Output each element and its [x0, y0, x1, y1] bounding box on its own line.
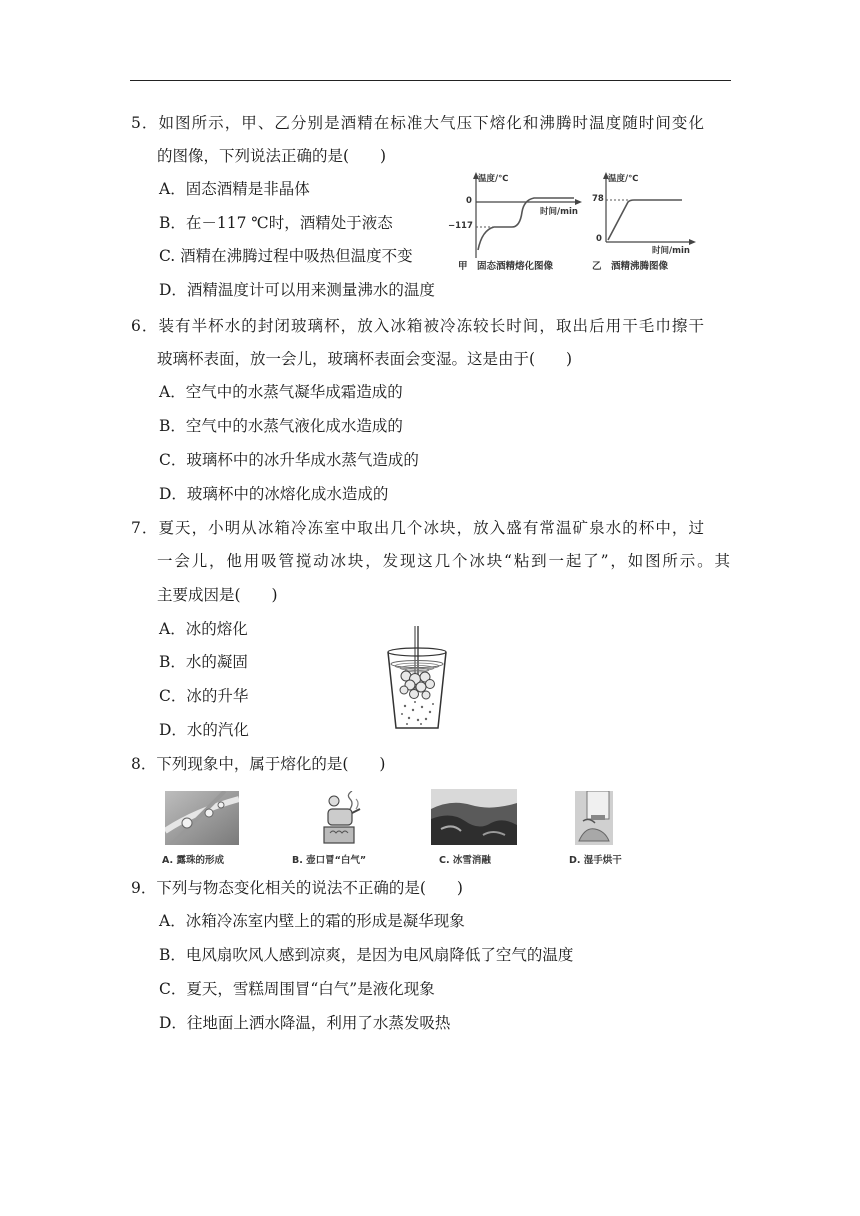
snow-photo	[431, 789, 517, 845]
q7-option-d: D．水的汽化	[159, 721, 249, 739]
q9-option-d: D．往地面上洒水降温，利用了水蒸发吸热	[159, 1014, 451, 1032]
melting-tick-0: 0	[466, 196, 472, 206]
boiling-y-label: 温度/℃	[608, 174, 639, 184]
q7-stem-line3: 主要成因是( )	[157, 586, 278, 604]
dew-photo-svg	[165, 791, 239, 845]
kettle-photo	[318, 791, 368, 845]
q6-option-c: C．玻璃杯中的冰升华成水蒸气造成的	[159, 451, 419, 469]
q9-option-b: B．电风扇吹风人感到凉爽，是因为电风扇降低了空气的温度	[159, 946, 574, 964]
q8-caption-b: B. 壶口冒“白气”	[292, 855, 367, 866]
q9-stem: 9．下列与物态变化相关的说法不正确的是( )	[131, 879, 463, 897]
q6-option-a: A．空气中的水蒸气凝华成霜造成的	[159, 383, 403, 401]
q7-option-a: A．冰的熔化	[159, 620, 248, 638]
melting-graph	[448, 166, 588, 276]
q5-option-a: A．固态酒精是非晶体	[159, 180, 310, 198]
bubbles	[401, 701, 434, 725]
melting-tick-neg117: −117	[448, 221, 473, 231]
q8-caption-c: C. 冰雪消融	[439, 855, 491, 866]
snow-photo-svg	[431, 789, 517, 845]
header-rule	[130, 80, 731, 81]
q8-caption-a: A. 露珠的形成	[162, 855, 224, 866]
melting-caption: 甲 固态酒精熔化图像	[458, 261, 554, 272]
q7-stem-line2: 一会儿，他用吸管搅动冰块，发现这几个冰块“粘到一起了”，如图所示。其	[157, 552, 730, 570]
q6-stem-line2: 玻璃杯表面，放一会儿，玻璃杯表面会变湿。这是由于( )	[157, 350, 573, 368]
q6-option-b: B．空气中的水蒸气液化成水造成的	[159, 417, 403, 435]
glass-rim	[388, 648, 446, 656]
q5-stem-line1: 5．如图所示，甲、乙分别是酒精在标准大气压下熔化和沸腾时温度随时间变化	[131, 114, 704, 132]
q8-caption-d: D. 湿手烘干	[569, 855, 622, 866]
kettle-photo-svg	[318, 791, 368, 845]
melting-x-label: 时间/min	[540, 207, 578, 217]
q7-option-c: C．冰的升华	[159, 687, 249, 705]
ice-glass-figure	[385, 624, 449, 734]
boiling-tick-78: 78	[592, 194, 604, 204]
q6-option-d: D．玻璃杯中的冰熔化成水造成的	[159, 485, 389, 503]
q9-option-a: A．冰箱冷冻室内壁上的霜的形成是凝华现象	[159, 912, 465, 930]
boiling-graph	[588, 166, 703, 276]
dryer-photo-svg	[575, 791, 613, 845]
boiling-caption: 乙 酒精沸腾图像	[592, 261, 669, 272]
q5-option-c: C. 酒精在沸腾过程中吸热但温度不变	[159, 247, 413, 265]
melting-y-label: 温度/℃	[478, 174, 509, 184]
boiling-tick-0: 0	[596, 234, 602, 244]
boiling-x-label: 时间/min	[652, 246, 690, 256]
ice-cubes	[400, 671, 435, 699]
ice-glass-svg	[385, 624, 449, 734]
q7-stem-line1: 7．夏天，小明从冰箱冷冻室中取出几个冰块，放入盛有常温矿泉水的杯中，过	[131, 519, 704, 537]
q5-stem-line2: 的图像，下列说法正确的是( )	[157, 147, 387, 165]
q5-option-b: B．在－117 ℃时，酒精处于液态	[159, 214, 393, 232]
q8-stem: 8．下列现象中，属于熔化的是( )	[131, 755, 386, 773]
dew-photo	[165, 791, 239, 845]
q9-option-c: C．夏天，雪糕周围冒“白气”是液化现象	[159, 980, 435, 998]
boiling-x-arrow	[689, 239, 696, 245]
q6-stem-line1: 6．装有半杯水的封闭玻璃杯，放入冰箱被冷冻较长时间，取出后用干毛巾擦干	[131, 317, 704, 335]
boiling-curve	[608, 200, 682, 240]
dryer-photo	[575, 791, 613, 845]
q7-option-b: B．水的凝固	[159, 653, 248, 671]
q5-option-d: D．酒精温度计可以用来测量沸水的温度	[159, 281, 435, 299]
